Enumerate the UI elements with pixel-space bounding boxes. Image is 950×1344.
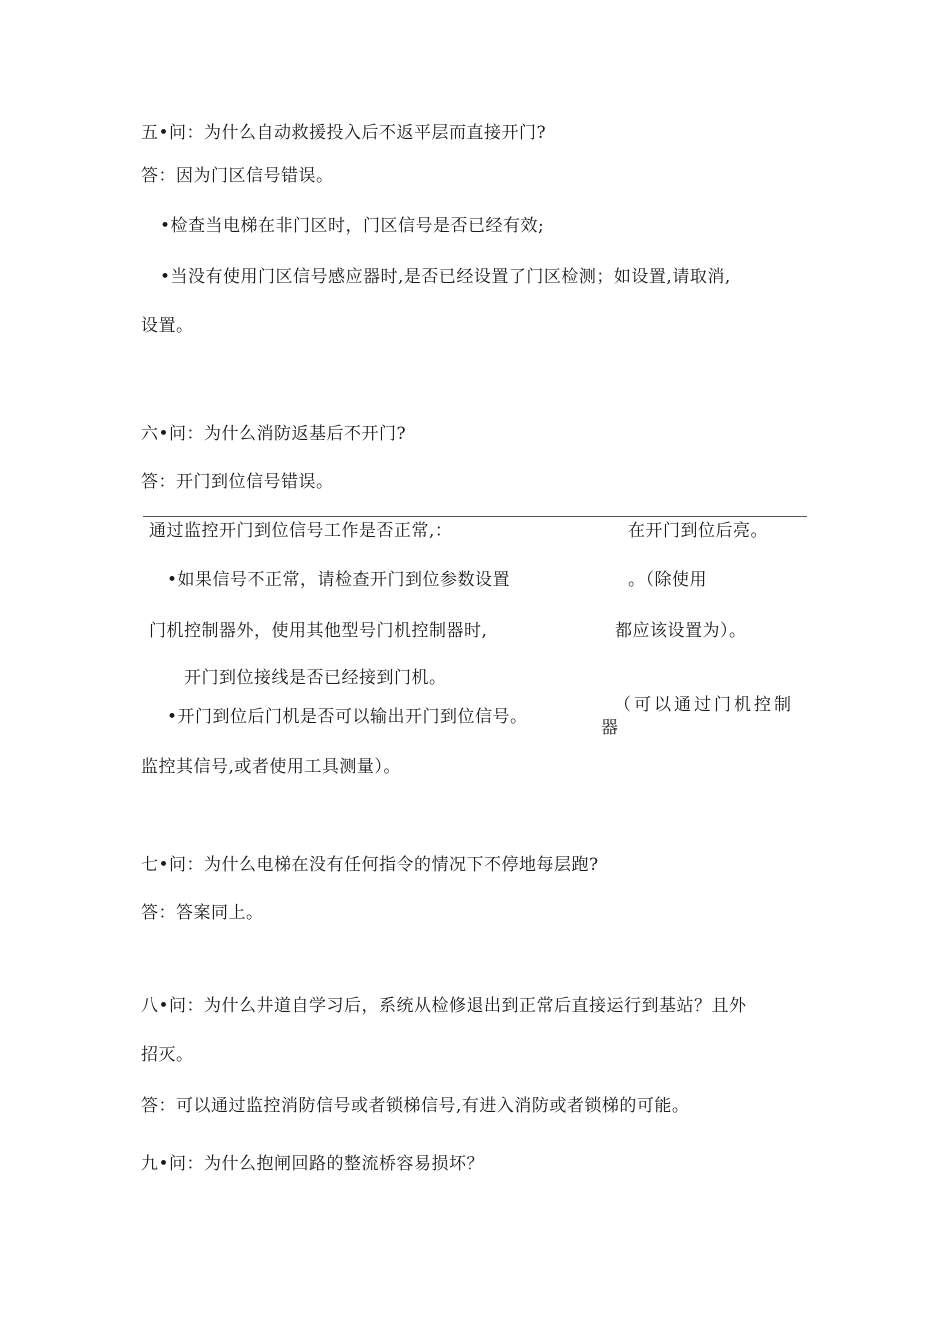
q6-line-2-left: •如果信号不正常，请检查开门到位参数设置	[167, 570, 511, 590]
q6-line-5-right-a: （可以通过门机控制	[614, 695, 794, 715]
q6-line-3-right: 都应该设置为）。	[615, 621, 747, 641]
divider-line	[143, 516, 807, 517]
q5-answer: 答：因为门区信号错误。	[141, 166, 334, 186]
q6-line-4: 开门到位接线是否已经接到门机。	[184, 668, 447, 688]
q7-answer: 答：答案同上。	[141, 903, 264, 923]
q6-line-1-left: 通过监控开门到位信号工作是否正常,：	[149, 521, 453, 541]
q9-question: 九•问：为什么抱闸回路的整流桥容易损坏？	[141, 1154, 485, 1174]
q7-question: 七•问：为什么电梯在没有任何指令的情况下不停地每层跑?	[141, 855, 599, 875]
q5-bullet-1: •检查当电梯在非门区时，门区信号是否已经有效;	[160, 216, 545, 236]
q5-question: 五•问：为什么自动救援投入后不返平层而直接开门?	[141, 123, 547, 143]
q8-question: 八•问：为什么井道自学习后，系统从检修退出到正常后直接运行到基站？且外	[141, 996, 747, 1016]
q6-line-5-left: •开门到位后门机是否可以输出开门到位信号。	[167, 707, 528, 727]
q8-question-continued: 招灭。	[141, 1045, 194, 1065]
q6-line-5-right-b: 器	[601, 718, 619, 738]
q5-bullet-2-continued: 设置。	[141, 316, 194, 336]
q6-line-3-left: 门机控制器外，使用其他型号门机控制器时,	[149, 621, 488, 641]
q6-line-6: 监控其信号,或者使用工具测量）。	[141, 757, 401, 777]
q6-line-1-right: 在开门到位后亮。	[628, 521, 768, 541]
q6-answer: 答：开门到位信号错误。	[141, 472, 334, 492]
q8-answer: 答：可以通过监控消防信号或者锁梯信号,有进入消防或者锁梯的可能。	[141, 1096, 690, 1116]
q5-bullet-2: •当没有使用门区信号感应器时,是否已经设置了门区检测；如设置,请取消,	[160, 267, 731, 287]
q6-line-2-right: 。（除使用	[628, 570, 707, 590]
q6-question: 六•问：为什么消防返基后不开门?	[141, 424, 407, 444]
